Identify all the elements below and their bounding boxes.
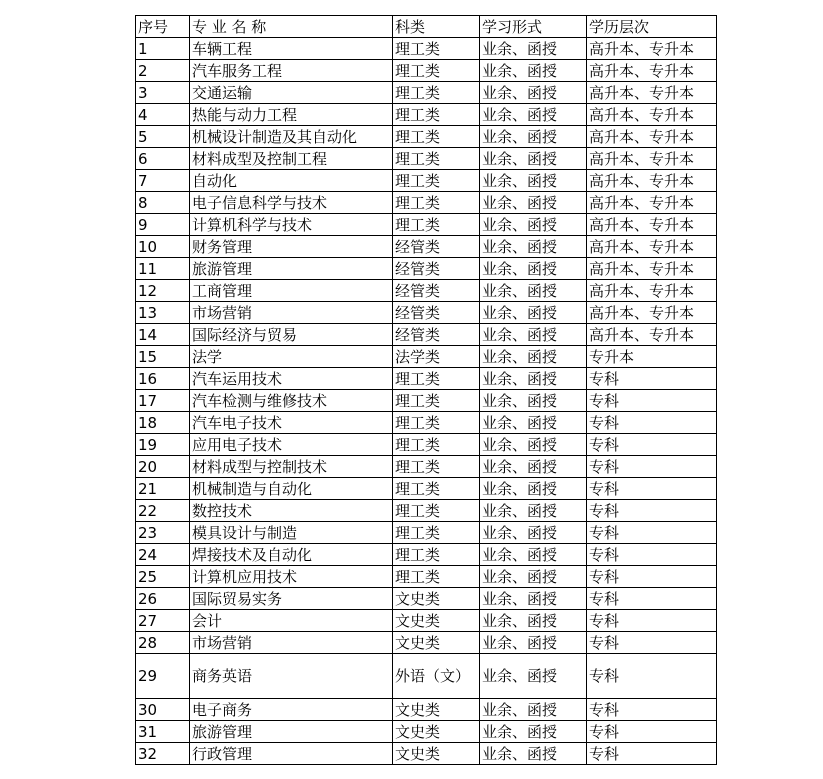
study-mode-cell: 业余、函授 [480,368,587,390]
study-mode-cell: 业余、函授 [480,456,587,478]
category-cell: 文史类 [393,610,480,632]
table-row [136,522,717,544]
row-index-cell: 30 [136,699,190,721]
category-cell: 文史类 [393,588,480,610]
study-mode-cell: 业余、函授 [480,104,587,126]
major-name-cell: 应用电子技术 [190,434,393,456]
study-mode-cell: 业余、函授 [480,721,587,743]
category-cell: 理工类 [393,38,480,60]
level-cell: 高升本、专升本 [587,170,717,192]
category-cell: 经管类 [393,236,480,258]
major-name-cell: 电子商务 [190,699,393,721]
study-mode-cell: 业余、函授 [480,434,587,456]
row-index-cell: 16 [136,368,190,390]
study-mode-cell: 业余、函授 [480,390,587,412]
table-row [136,258,717,280]
study-mode-cell: 业余、函授 [480,126,587,148]
category-cell: 文史类 [393,699,480,721]
table-row [136,412,717,434]
category-cell: 理工类 [393,60,480,82]
level-cell: 专科 [587,699,717,721]
major-name-cell: 计算机应用技术 [190,566,393,588]
major-name-cell: 会计 [190,610,393,632]
row-index-cell: 28 [136,632,190,654]
row-index-cell: 4 [136,104,190,126]
category-cell: 理工类 [393,500,480,522]
study-mode-cell: 业余、函授 [480,500,587,522]
row-index-cell: 2 [136,60,190,82]
major-name-cell: 数控技术 [190,500,393,522]
major-name-cell: 旅游管理 [190,721,393,743]
level-cell: 专科 [587,610,717,632]
table-row [136,478,717,500]
table-row [136,236,717,258]
row-index-cell: 8 [136,192,190,214]
row-index-cell: 13 [136,302,190,324]
major-name-cell: 市场营销 [190,632,393,654]
study-mode-cell: 业余、函授 [480,236,587,258]
row-index-cell: 31 [136,721,190,743]
study-mode-cell: 业余、函授 [480,544,587,566]
level-cell: 高升本、专升本 [587,192,717,214]
row-index-cell: 3 [136,82,190,104]
table-row [136,743,717,765]
study-mode-cell: 业余、函授 [480,38,587,60]
row-index-cell: 17 [136,390,190,412]
level-cell: 专科 [587,434,717,456]
table-row [136,38,717,60]
level-cell: 高升本、专升本 [587,82,717,104]
table-row [136,368,717,390]
level-cell: 高升本、专升本 [587,126,717,148]
category-cell: 经管类 [393,324,480,346]
level-cell: 专科 [587,632,717,654]
row-index-cell: 10 [136,236,190,258]
table-row [136,324,717,346]
level-cell: 专科 [587,412,717,434]
table-row [136,390,717,412]
major-name-cell: 机械制造与自动化 [190,478,393,500]
level-cell: 专科 [587,368,717,390]
major-name-cell: 汽车服务工程 [190,60,393,82]
level-cell: 专科 [587,721,717,743]
table-row [136,82,717,104]
major-name-cell: 车辆工程 [190,38,393,60]
level-cell: 高升本、专升本 [587,148,717,170]
table-row [136,588,717,610]
header-cell-category: 科类 [393,16,480,38]
level-cell: 专升本 [587,346,717,368]
major-name-cell: 模具设计与制造 [190,522,393,544]
major-name-cell: 交通运输 [190,82,393,104]
study-mode-cell: 业余、函授 [480,170,587,192]
major-name-cell: 焊接技术及自动化 [190,544,393,566]
category-cell: 经管类 [393,280,480,302]
row-index-cell: 5 [136,126,190,148]
row-index-cell: 24 [136,544,190,566]
category-cell: 文史类 [393,721,480,743]
table-row [136,456,717,478]
major-name-cell: 计算机科学与技术 [190,214,393,236]
category-cell: 文史类 [393,743,480,765]
study-mode-cell: 业余、函授 [480,412,587,434]
level-cell: 高升本、专升本 [587,302,717,324]
header-row [136,16,717,38]
level-cell: 专科 [587,456,717,478]
level-cell: 高升本、专升本 [587,324,717,346]
study-mode-cell: 业余、函授 [480,324,587,346]
table-row [136,434,717,456]
header-cell-level: 学历层次 [587,16,717,38]
level-cell: 专科 [587,654,717,699]
study-mode-cell: 业余、函授 [480,214,587,236]
category-cell: 理工类 [393,544,480,566]
category-cell: 理工类 [393,412,480,434]
row-index-cell: 19 [136,434,190,456]
level-cell: 高升本、专升本 [587,214,717,236]
study-mode-cell: 业余、函授 [480,610,587,632]
row-index-cell: 18 [136,412,190,434]
level-cell: 高升本、专升本 [587,258,717,280]
major-name-cell: 市场营销 [190,302,393,324]
table-row [136,346,717,368]
study-mode-cell: 业余、函授 [480,743,587,765]
table-row [136,544,717,566]
level-cell: 高升本、专升本 [587,280,717,302]
row-index-cell: 11 [136,258,190,280]
major-name-cell: 机械设计制造及其自动化 [190,126,393,148]
table-row [136,610,717,632]
study-mode-cell: 业余、函授 [480,632,587,654]
major-name-cell: 热能与动力工程 [190,104,393,126]
row-index-cell: 1 [136,38,190,60]
study-mode-cell: 业余、函授 [480,148,587,170]
major-name-cell: 行政管理 [190,743,393,765]
level-cell: 高升本、专升本 [587,236,717,258]
category-cell: 理工类 [393,522,480,544]
row-index-cell: 20 [136,456,190,478]
category-cell: 理工类 [393,368,480,390]
category-cell: 外语（文） [393,654,480,699]
category-cell: 理工类 [393,434,480,456]
row-index-cell: 7 [136,170,190,192]
row-index-cell: 32 [136,743,190,765]
category-cell: 理工类 [393,478,480,500]
major-name-cell: 国际贸易实务 [190,588,393,610]
row-index-cell: 14 [136,324,190,346]
table-body [136,38,717,765]
study-mode-cell: 业余、函授 [480,60,587,82]
category-cell: 理工类 [393,104,480,126]
table-row [136,104,717,126]
category-cell: 理工类 [393,456,480,478]
row-index-cell: 27 [136,610,190,632]
major-name-cell: 汽车电子技术 [190,412,393,434]
category-cell: 理工类 [393,126,480,148]
table-row [136,170,717,192]
row-index-cell: 15 [136,346,190,368]
table-row [136,214,717,236]
row-index-cell: 9 [136,214,190,236]
major-name-cell: 商务英语 [190,654,393,699]
table-row [136,60,717,82]
table-row [136,280,717,302]
level-cell: 高升本、专升本 [587,60,717,82]
category-cell: 理工类 [393,566,480,588]
major-name-cell: 财务管理 [190,236,393,258]
category-cell: 文史类 [393,632,480,654]
row-index-cell: 26 [136,588,190,610]
row-index-cell: 12 [136,280,190,302]
header-cell-study-mode: 学习形式 [480,16,587,38]
major-name-cell: 汽车检测与维修技术 [190,390,393,412]
level-cell: 专科 [587,566,717,588]
study-mode-cell: 业余、函授 [480,192,587,214]
major-name-cell: 电子信息科学与技术 [190,192,393,214]
table-row [136,721,717,743]
row-index-cell: 22 [136,500,190,522]
level-cell: 专科 [587,743,717,765]
level-cell: 高升本、专升本 [587,38,717,60]
category-cell: 理工类 [393,390,480,412]
header-cell-major: 专 业 名 称 [190,16,393,38]
major-name-cell: 旅游管理 [190,258,393,280]
row-index-cell: 21 [136,478,190,500]
table-row [136,302,717,324]
category-cell: 理工类 [393,148,480,170]
study-mode-cell: 业余、函授 [480,566,587,588]
row-index-cell: 29 [136,654,190,699]
study-mode-cell: 业余、函授 [480,82,587,104]
study-mode-cell: 业余、函授 [480,699,587,721]
header-cell-index: 序号 [136,16,190,38]
table-row [136,632,717,654]
table-row [136,500,717,522]
study-mode-cell: 业余、函授 [480,654,587,699]
level-cell: 专科 [587,390,717,412]
study-mode-cell: 业余、函授 [480,280,587,302]
major-name-cell: 材料成型及控制工程 [190,148,393,170]
study-mode-cell: 业余、函授 [480,302,587,324]
level-cell: 专科 [587,500,717,522]
level-cell: 专科 [587,522,717,544]
study-mode-cell: 业余、函授 [480,346,587,368]
table-row [136,654,717,699]
row-index-cell: 6 [136,148,190,170]
study-mode-cell: 业余、函授 [480,588,587,610]
table-row [136,566,717,588]
row-index-cell: 23 [136,522,190,544]
level-cell: 高升本、专升本 [587,104,717,126]
level-cell: 专科 [587,478,717,500]
study-mode-cell: 业余、函授 [480,478,587,500]
table-row [136,148,717,170]
category-cell: 理工类 [393,82,480,104]
majors-table [135,15,717,765]
level-cell: 专科 [587,588,717,610]
category-cell: 法学类 [393,346,480,368]
major-name-cell: 自动化 [190,170,393,192]
table-row [136,192,717,214]
study-mode-cell: 业余、函授 [480,522,587,544]
level-cell: 专科 [587,544,717,566]
row-index-cell: 25 [136,566,190,588]
study-mode-cell: 业余、函授 [480,258,587,280]
category-cell: 经管类 [393,258,480,280]
major-name-cell: 法学 [190,346,393,368]
category-cell: 理工类 [393,192,480,214]
category-cell: 理工类 [393,214,480,236]
major-name-cell: 工商管理 [190,280,393,302]
category-cell: 经管类 [393,302,480,324]
table-row [136,699,717,721]
table-row [136,126,717,148]
major-name-cell: 材料成型与控制技术 [190,456,393,478]
category-cell: 理工类 [393,170,480,192]
major-name-cell: 国际经济与贸易 [190,324,393,346]
major-name-cell: 汽车运用技术 [190,368,393,390]
